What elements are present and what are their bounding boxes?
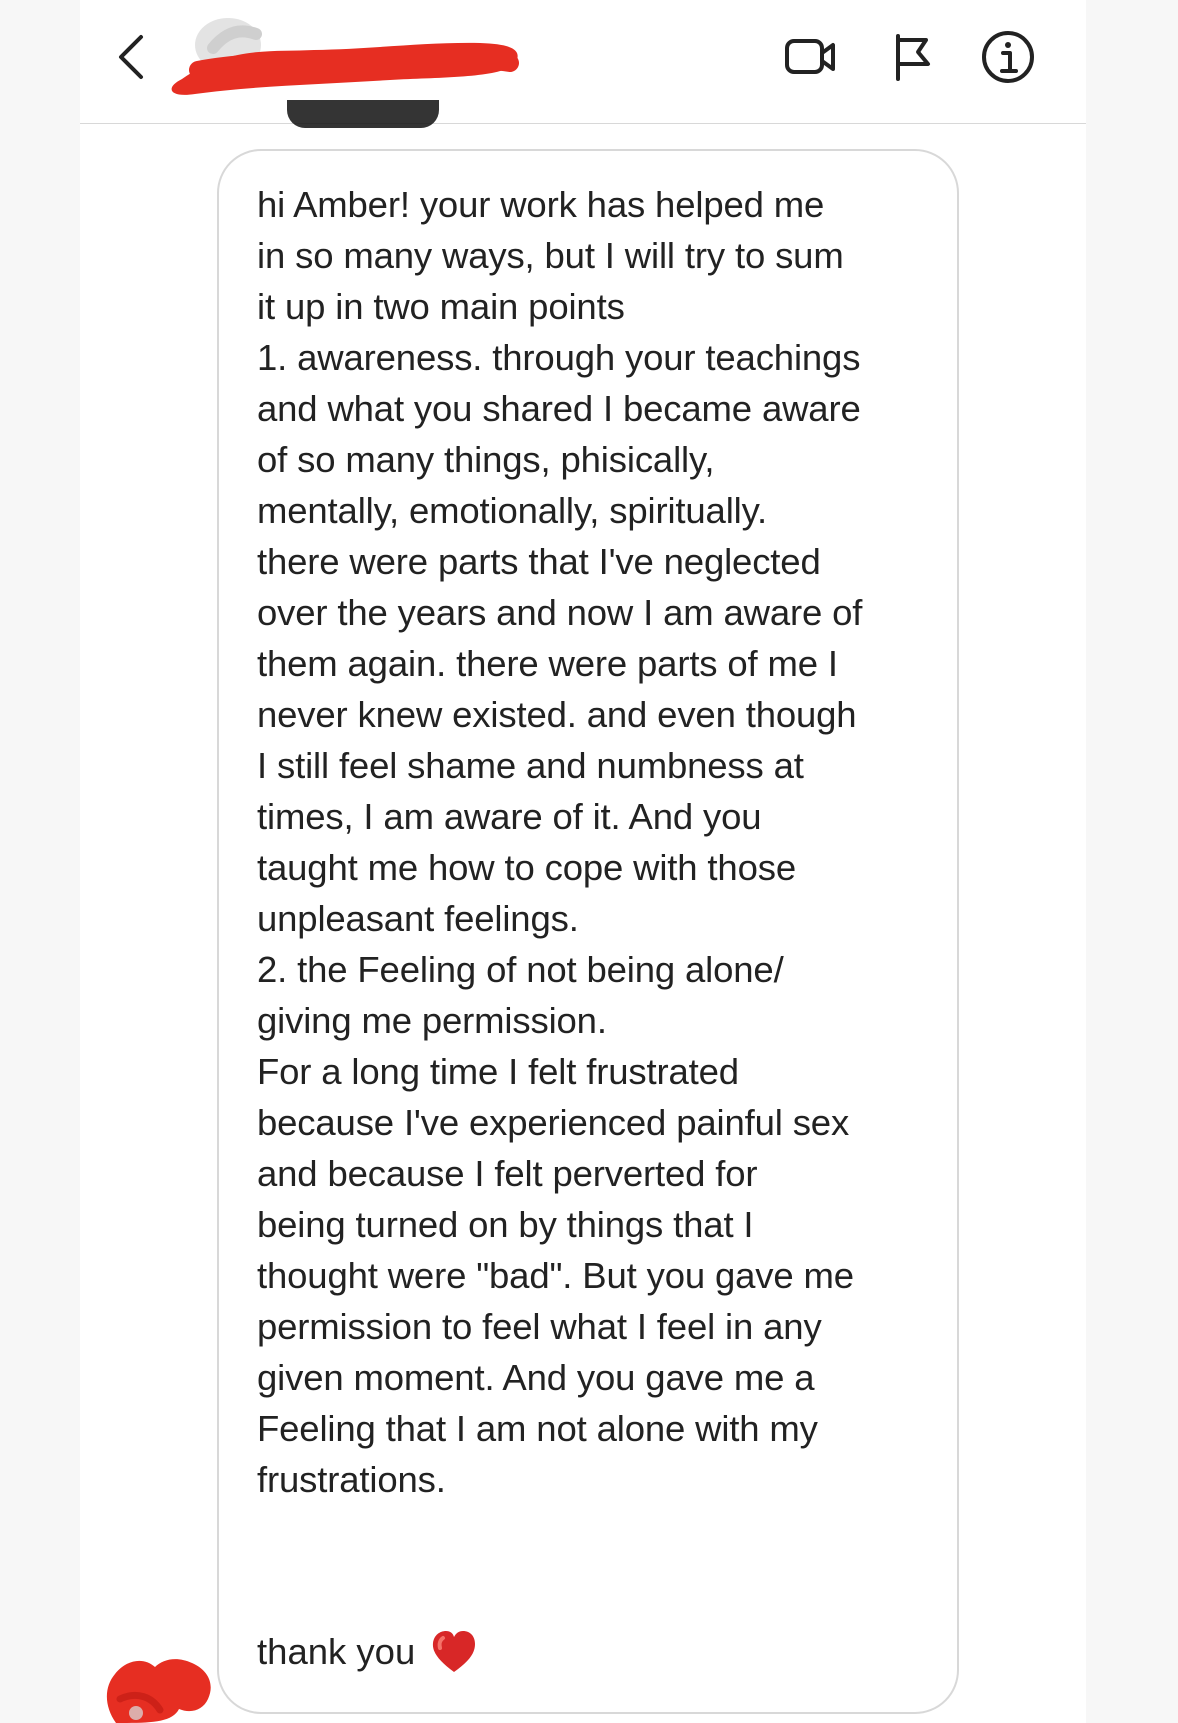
report-button[interactable] [884, 28, 942, 86]
back-button[interactable] [112, 30, 156, 84]
partial-preview-shadow [287, 100, 439, 128]
conversation-info-button[interactable] [979, 28, 1037, 86]
message-body: hi Amber! your work has helped me in so many ways, but I will try to sum it up in two main points 1. awareness. through your teachings and what you shared I became aware of so many things, phisically, mentally, emotionally, spiritually. there were parts that I've neglected over the years and now I am aware of them again. there were parts of me I never knew existed. and even though I still feel shame and numbness at times, I am aware of it. And you taught me how to cope with those unpleasant feelings. 2. the Feeling of not being alone/ giving me permission. For a long time I felt frustrated because I've experienced painful sex and because I felt perverted for being turned on by things that I thought were "bad". But you gave me permission to feel what I feel in any given moment. And you gave me a Feeling that I am not alone with my frustrations. [257, 184, 863, 1500]
contact-name-redaction [160, 18, 530, 108]
red-heart-icon [429, 1627, 479, 1677]
video-call-button[interactable] [783, 28, 841, 86]
sender-avatar-redaction [97, 1635, 229, 1723]
chevron-left-icon [112, 30, 156, 84]
flag-icon [884, 28, 942, 86]
received-message-bubble[interactable] [217, 149, 959, 1714]
info-icon [979, 28, 1037, 86]
thank-you-line [257, 1626, 479, 1678]
video-camera-icon [783, 28, 841, 86]
thank-you-text: thank you [257, 1631, 416, 1672]
